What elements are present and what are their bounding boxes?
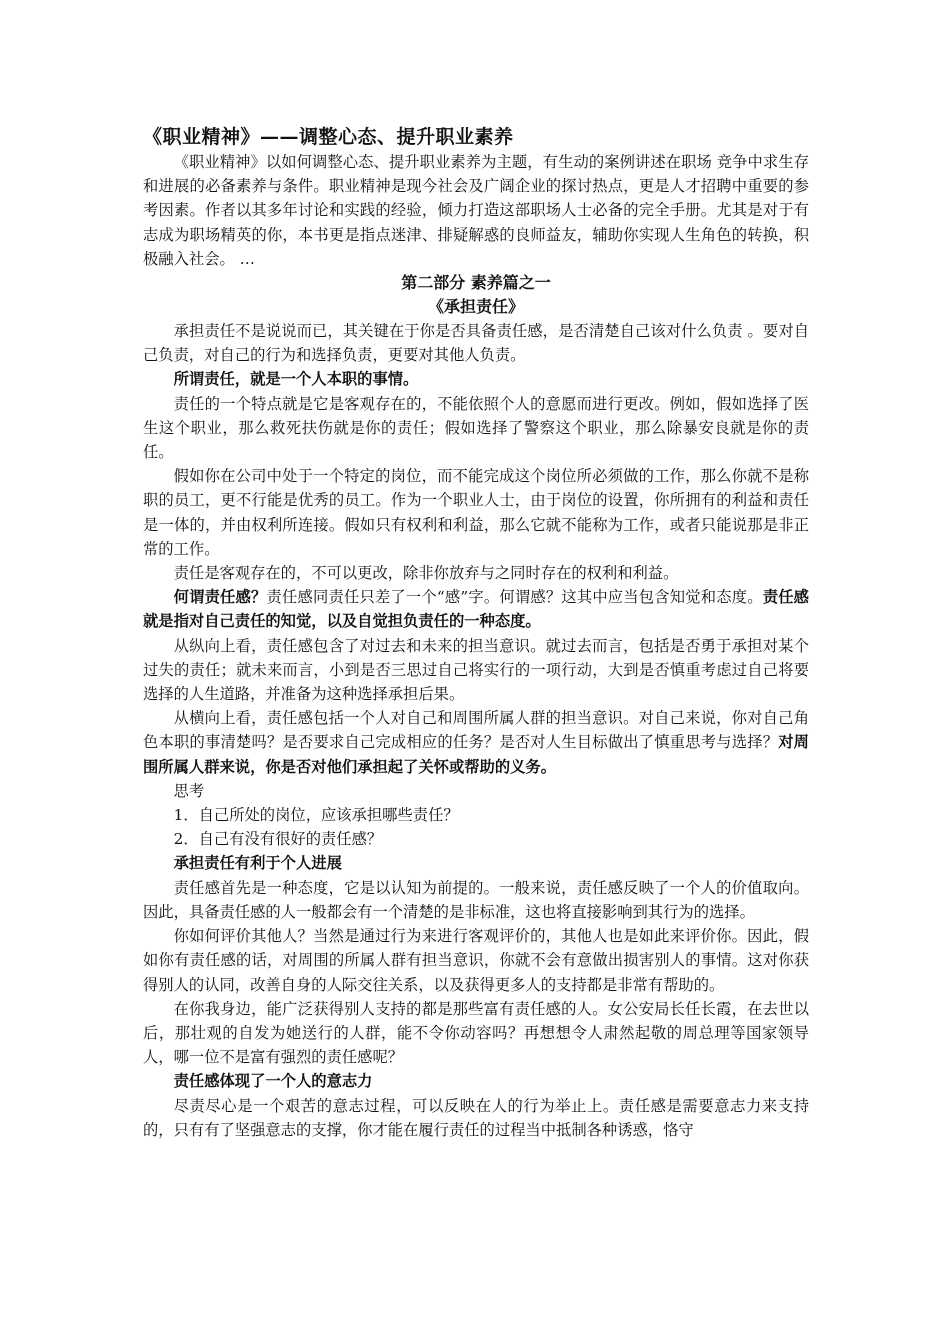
- paragraph-5: 责任是客观存在的，不可以更改，除非你放弃与之同时存在的权利和利益。: [173, 564, 679, 583]
- paragraph-6-text: 责任感同责任只差了一个“感”字。何谓感？这其中应当包含知觉和态度。: [266, 588, 763, 607]
- paragraph-3: 责任的一个特点就是它是客观存在的，不能依照个人的意愿而进行更改。例如，假如选择了医生这个职业，那么救死扶伤就是你的责任；假如选择了警察这个职业，那么除暴安良就是你的责任。: [143, 394, 809, 462]
- part-heading: 第二部分 素养篇之一: [401, 273, 551, 293]
- subheading-benefit: 承担责任有利于个人进展: [173, 854, 342, 873]
- question-1: 1．自己所处的岗位，应该承担哪些责任？: [173, 806, 459, 825]
- document-page: [143, 124, 809, 1142]
- subheading-will: 责任感体现了一个人的意志力: [173, 1072, 373, 1091]
- paragraph-12: 尽责尽心是一个艰苦的意志过程，可以反映在人的行为举止上。责任感是需要意志力来支持的，只有有了坚强意志的支撑，你才能在履行责任的过程当中抵制各种诱惑，恪守: [143, 1096, 809, 1139]
- paragraph-7: 从纵向上看，责任感包含了对过去和未来的担当意识。就过去而言，包括是否勇于承担对某个过失的责任；就未来而言，小到是否三思过自己将实行的一项行动，大到是否慎重考虑过自己将要选择的人生道路，并准备为这种选择承担后果。: [143, 636, 809, 704]
- definition-bold-2: 责任感就是指对自己责任的知觉，以及自觉担负责任的一种态度。: [143, 588, 809, 631]
- paragraph-1: 承担责任不是说说而已，其关键在于你是否具备责任感，是否清楚自己该对什么负责 。要对自己负责，对自己的行为和选择负责，更要对其他人负责。: [143, 322, 809, 365]
- paragraph-11: 在你我身边，能广泛获得别人支持的都是那些富有责任感的人。女公安局长任长霞，在去世以后，那壮观的自发为她送行的人群，能不令你动容吗？再想想令人肃然起敬的周总理等国家领导人，哪一位不是富有强烈的责任感呢？: [143, 999, 809, 1067]
- question-bold: 何谓责任感？: [173, 588, 267, 607]
- paragraph-8: [143, 706, 809, 779]
- definition-bold: 所谓责任，就是一个人本职的事情。: [173, 370, 419, 389]
- think-label: 思考: [173, 781, 205, 800]
- question-2: 2．自己有没有很好的责任感？: [173, 830, 383, 849]
- document-title: 《职业精神》——调整心态、提升职业素养: [143, 126, 514, 148]
- paragraph-8-text: 从横向上看，责任感包括一个人对自己和周围所属人群的担当意识。对自己来说，你对自己角色本职的事清楚吗？是否要求自己完成相应的任务？是否对人生目标做出了慎重思考与选择？: [143, 709, 809, 752]
- paragraph-4: 假如你在公司中处于一个特定的岗位，而不能完成这个岗位所必须做的工作，那么你就不是称职的员工，更不行能是优秀的员工。作为一个职业人士，由于岗位的设置，你所拥有的利益和责任是一体的，并由权利所连接。假如只有权利和利益，那么它就不能称为工作，或者只能说那是非正常的工作。: [143, 467, 809, 558]
- paragraph-8-bold: 对周围所属人群来说，你是否对他们承担起了关怀或帮助的义务。: [143, 733, 809, 776]
- intro-paragraph: 《职业精神》以如何调整心态、提升职业素养为主题，有生动的案例讲述在职场 竞争中求生存和进展的必备素养与条件。职业精神是现今社会及广阔企业的探讨热点，更是人才招聘中重要的参考因素。作者以其多年讨论和实践的经验，倾力打造这部职场人士必备的完全手册。尤其是对于有志成为职场精英的你，本书更是指点迷津、排疑解惑的良师益友，辅助你实现人生角色的转换，积极融入社会。 …: [143, 153, 809, 268]
- paragraph-10: 你如何评价其他人？当然是通过行为来进行客观评价的，其他人也是如此来评价你。因此，假如你有责任感的话，对周围的所属人群有担当意识，你就不会有意做出损害别人的事情。这对你获得别人的认同，改善自身的人际交往关系，以及获得更多人的支持都是非常有帮助的。: [143, 927, 809, 994]
- chapter-heading: 《承担责任》: [427, 297, 524, 317]
- paragraph-6: [143, 585, 809, 633]
- paragraph-9: 责任感首先是一种态度，它是以认知为前提的。一般来说，责任感反映了一个人的价值取向。因此，具备责任感的人一般都会有一个清楚的是非标准，这也将直接影响到其行为的选择。: [143, 878, 809, 921]
